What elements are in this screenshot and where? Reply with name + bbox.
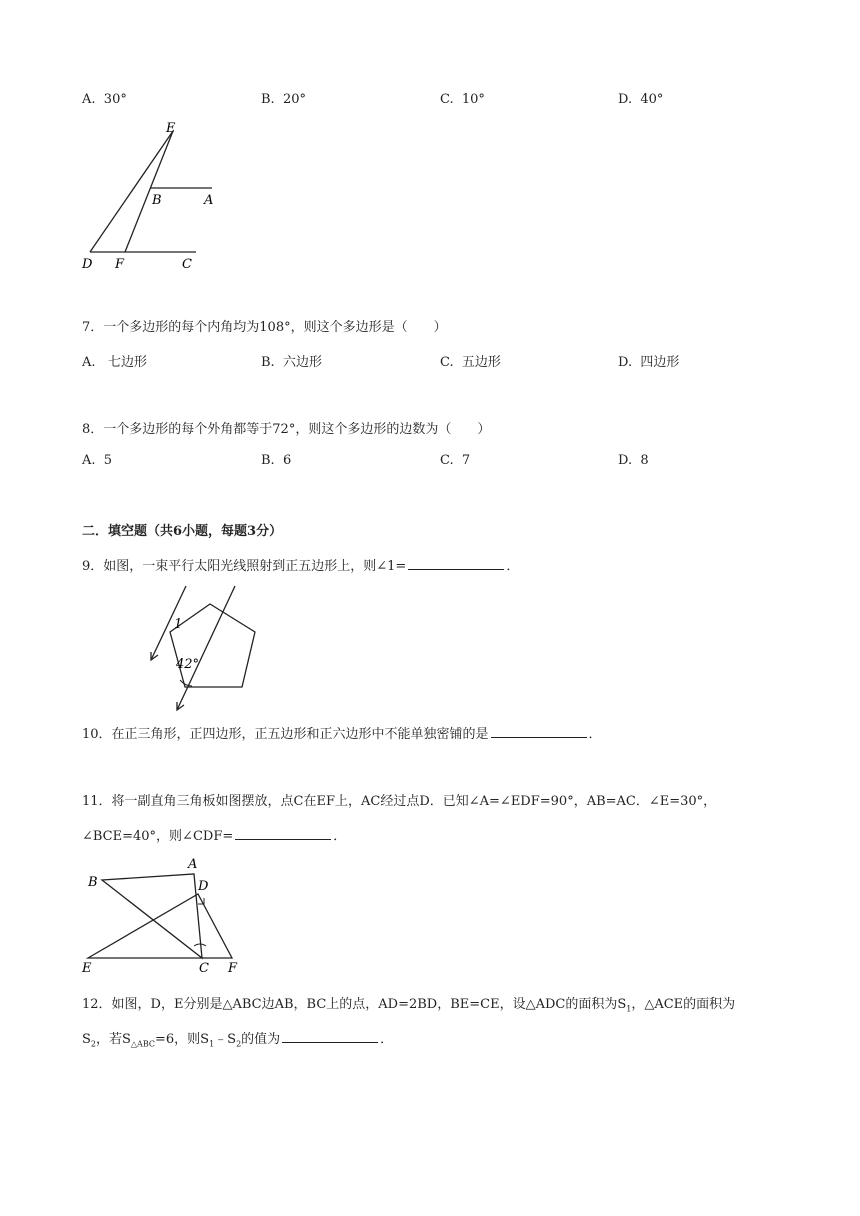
q7-option-d: D. 四边形 — [618, 355, 680, 370]
q12-answer-blank[interactable] — [282, 1030, 378, 1043]
label-b: B — [152, 193, 162, 208]
q9-figure — [140, 582, 270, 714]
section2-title: 二．填空题（共6小题，每题3分） — [82, 524, 283, 539]
label-e: E — [166, 121, 176, 136]
q10-stem: 10．在正三角形，正四边形，正五边形和正六边形中不能单独密铺的是 ． — [82, 727, 602, 742]
q6-figure — [78, 116, 228, 276]
q8-stem: 8．一个多边形的每个外角都等于72°，则这个多边形的边数为（ ） — [82, 422, 491, 437]
q7-option-b: B. 六边形 — [261, 355, 322, 370]
line-ed — [90, 131, 173, 252]
q9-stem: 9．如图，一束平行太阳光线照射到正五边形上，则∠1= ． — [82, 559, 520, 574]
q8-option-c: C. 7 — [440, 453, 471, 468]
pentagon — [170, 604, 255, 687]
label-e: E — [82, 961, 92, 976]
angle-arc-c — [194, 944, 206, 946]
q6-option-c: C. 10° — [440, 92, 485, 107]
q6-option-d: D. 40° — [618, 92, 664, 107]
q7-option-c: C. 五边形 — [440, 355, 501, 370]
angle-42-label: 42° — [176, 657, 200, 672]
q10-answer-blank[interactable] — [491, 725, 587, 738]
label-f: F — [115, 257, 125, 272]
label-d: D — [82, 257, 93, 272]
label-d: D — [198, 879, 209, 894]
q8-option-a: A. 5 — [82, 453, 113, 468]
q6-option-a: A. 30° — [82, 92, 127, 107]
sun-ray-2 — [177, 586, 235, 710]
q9-answer-blank[interactable] — [408, 557, 504, 570]
q7-option-a: A. 七边形 — [82, 355, 147, 370]
label-a: A — [204, 193, 214, 208]
q7-stem: 7．一个多边形的每个内角均为108°，则这个多边形是（ ） — [82, 320, 447, 335]
q8-option-b: B. 6 — [261, 453, 292, 468]
label-c: C — [182, 257, 192, 272]
triangle-abc — [102, 874, 202, 958]
label-b: B — [88, 875, 98, 890]
q11-answer-blank[interactable] — [235, 827, 331, 840]
label-c: C — [199, 961, 209, 976]
angle-1-label: 1 — [174, 617, 183, 632]
q12-line1: 12．如图，D，E分别是△ABC边AB，BC上的点，AD=2BD，BE=CE，设△ADC的面积为$S_1$，△ACE的面积为 — [82, 997, 736, 1014]
label-a: A — [188, 857, 198, 872]
q11-figure — [78, 854, 248, 976]
q8-option-d: D. 8 — [618, 453, 649, 468]
q12-line2: $S_2$，若$S_{\triangle ABC}=6$，则$S_1﹣S_2$的值为 ． — [82, 1032, 394, 1049]
q11-line1: 11．将一副直角三角板如图摆放，点C在EF上，AC经过点D．已知∠A=∠EDF=90°，AB=AC．∠E=30°， — [82, 794, 717, 809]
label-f: F — [228, 961, 238, 976]
q6-option-b: B. 20° — [261, 92, 306, 107]
q11-line2: ∠BCE=40°，则∠CDF= ． — [82, 829, 347, 844]
